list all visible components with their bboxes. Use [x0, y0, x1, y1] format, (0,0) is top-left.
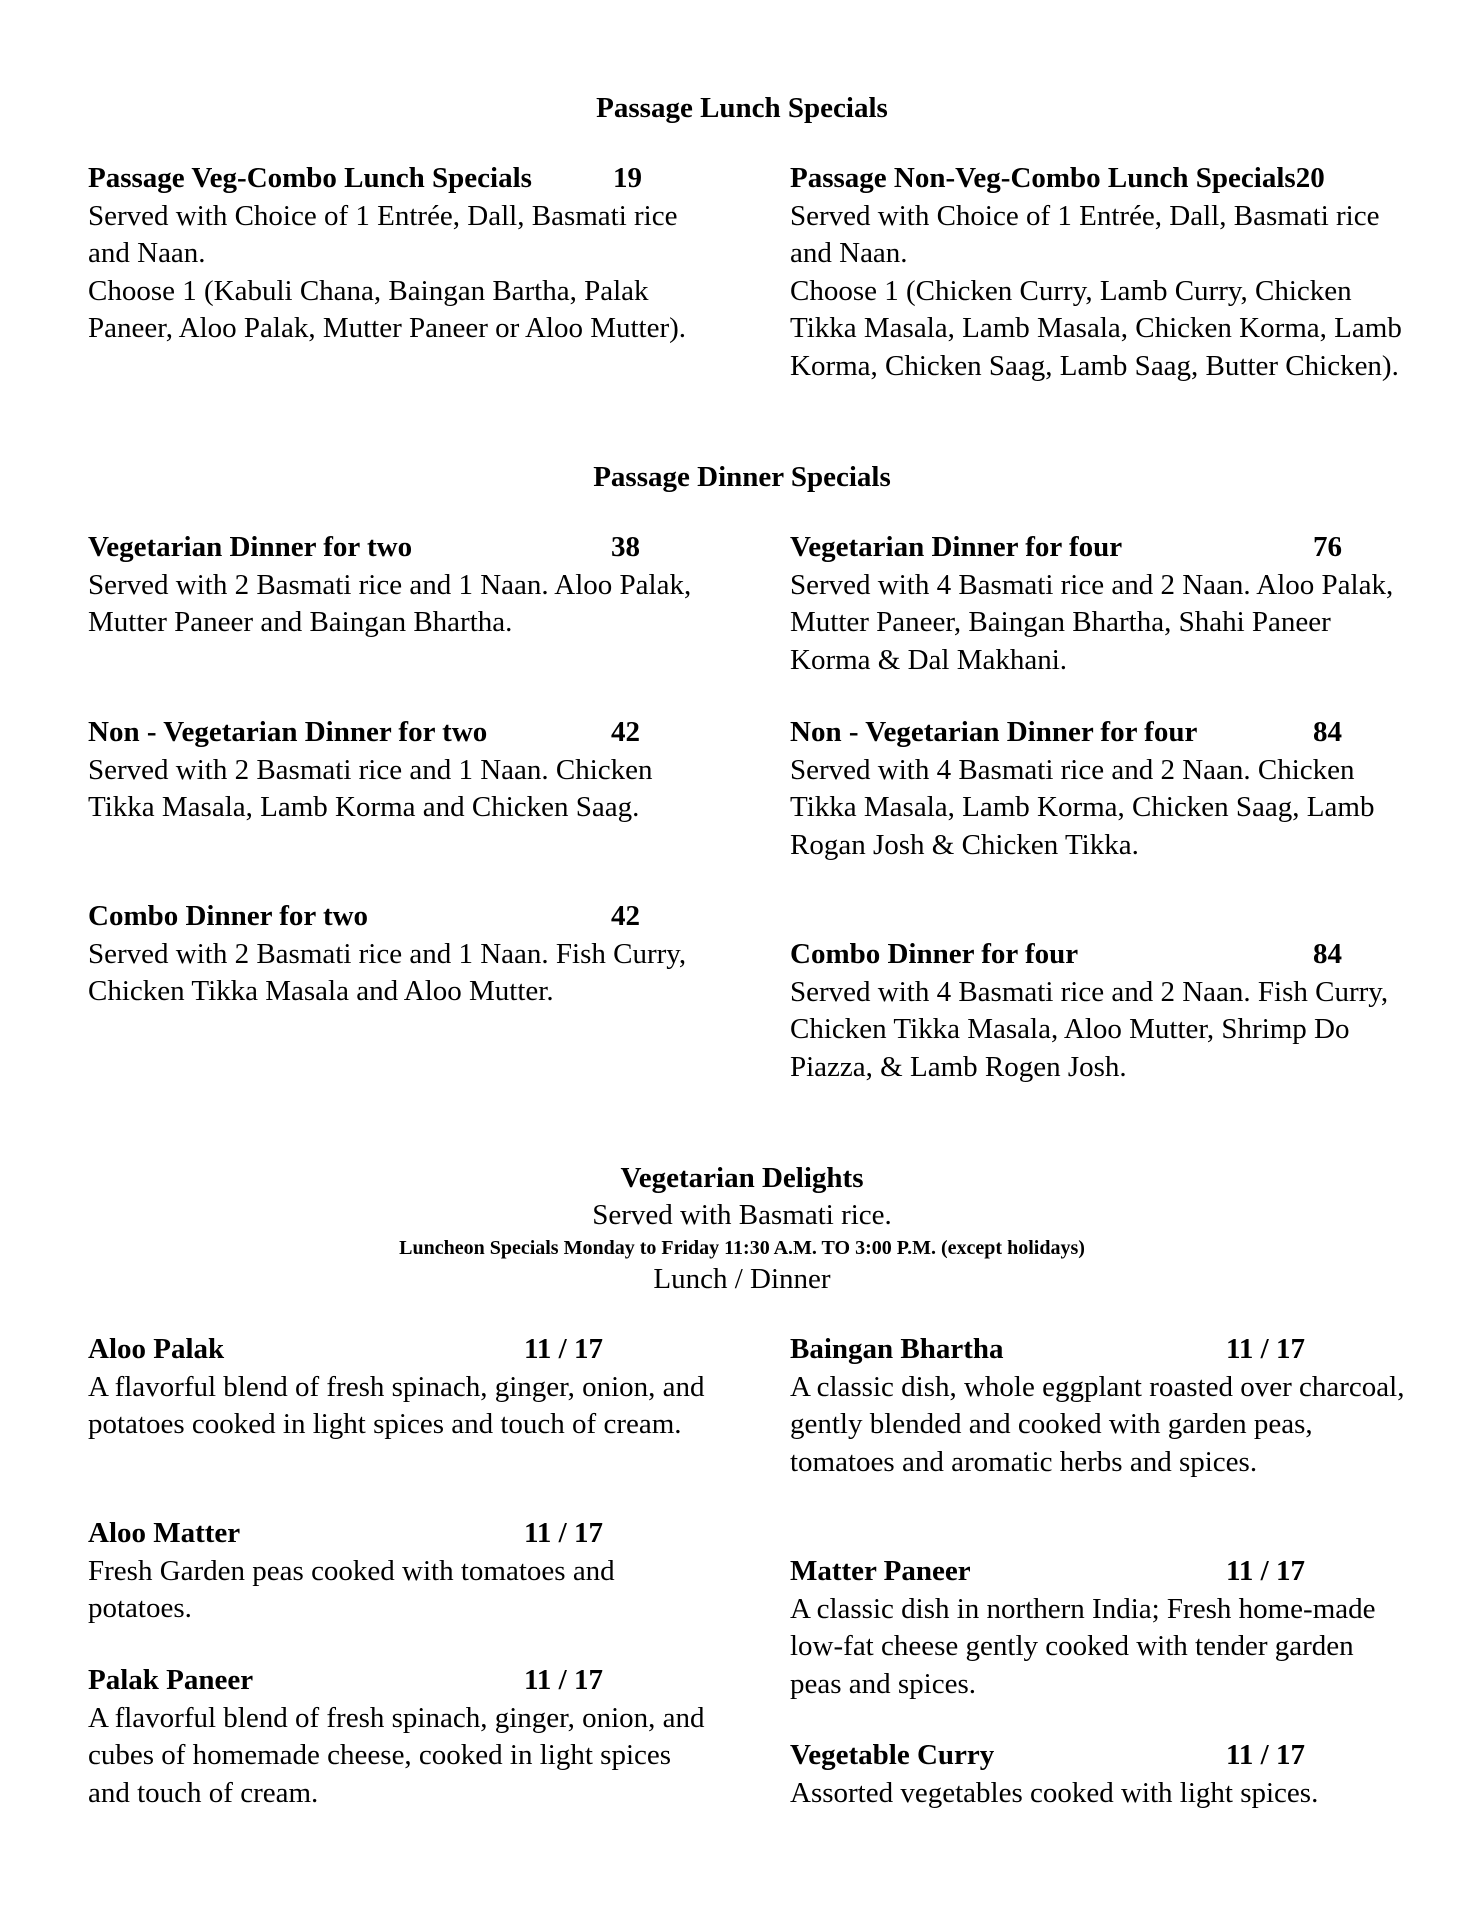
vegetable-curry-item	[790, 1737, 1410, 1812]
item-title	[88, 898, 708, 936]
item-title	[790, 1737, 1410, 1775]
item-choices: Choose 1 (Chicken Curry, Lamb Curry, Chicken Tikka Masala, Lamb Masala, Chicken Korma, Lamb Korma, Chicken Saag, Lamb Saag, Butter Chicken).	[790, 274, 1402, 382]
item-price: 42	[611, 900, 640, 932]
aloo-palak-item	[88, 1331, 708, 1444]
item-name: Aloo Palak	[88, 1333, 225, 1365]
item-name: Baingan Bhartha	[790, 1333, 1004, 1365]
item-description: A flavorful blend of fresh spinach, ginger, onion, and cubes of homemade cheese, cooked in light spices and touch of cream.	[88, 1701, 705, 1809]
item-description: Served with 2 Basmati rice and 1 Naan. Fish Curry, Chicken Tikka Masala and Aloo Mutter.	[88, 937, 687, 1007]
price-columns-label: Lunch / Dinner	[653, 1263, 831, 1295]
item-title	[88, 1515, 708, 1553]
item-title	[88, 714, 708, 752]
item-title	[790, 1331, 1410, 1369]
item-price: 11 / 17	[524, 1664, 603, 1696]
veg-delights-heading: Vegetarian Delights	[620, 1162, 864, 1194]
item-name: Passage Veg-Combo Lunch Specials	[88, 162, 532, 194]
item-price: 11 / 17	[1226, 1333, 1305, 1365]
item-title	[790, 529, 1410, 567]
nonveg-combo-lunch-item	[790, 160, 1410, 385]
item-price: 84	[1313, 938, 1342, 970]
item-name: Vegetarian Dinner for two	[88, 531, 413, 563]
nonveg-dinner-two-item	[88, 714, 708, 827]
item-description: A classic dish in northern India; Fresh home-made low-fat cheese gently cooked with tender garden peas and spices.	[790, 1592, 1376, 1700]
combo-dinner-four-item	[790, 936, 1410, 1086]
item-name: Vegetable Curry	[790, 1739, 995, 1771]
luncheon-hours-note: Luncheon Specials Monday to Friday 11:30 A.M. TO 3:00 P.M. (except holidays)	[399, 1237, 1085, 1259]
item-price: 84	[1313, 716, 1342, 748]
item-name: Matter Paneer	[790, 1555, 971, 1587]
item-description: Served with 2 Basmati rice and 1 Naan. Chicken Tikka Masala, Lamb Korma and Chicken Saag.	[88, 753, 653, 823]
item-title	[790, 936, 1410, 974]
item-description: Served with Choice of 1 Entrée, Dall, Basmati rice and Naan.	[88, 199, 678, 269]
item-price: 38	[611, 531, 640, 563]
item-description: Served with 2 Basmati rice and 1 Naan. Aloo Palak, Mutter Paneer and Baingan Bhartha.	[88, 568, 692, 638]
lunch-specials-heading: Passage Lunch Specials	[596, 92, 888, 124]
item-price: 11 / 17	[524, 1333, 603, 1365]
item-title	[790, 1553, 1410, 1591]
item-price: 11 / 17	[524, 1517, 603, 1549]
palak-paneer-item	[88, 1662, 708, 1812]
veg-dinner-four-item	[790, 529, 1410, 679]
veg-dinner-two-item	[88, 529, 708, 642]
item-name: Combo Dinner for two	[88, 900, 369, 932]
item-description: Fresh Garden peas cooked with tomatoes and potatoes.	[88, 1554, 615, 1624]
item-title	[88, 1331, 708, 1369]
item-name: Non - Vegetarian Dinner for four	[790, 716, 1198, 748]
item-title	[790, 714, 1410, 752]
item-name: Aloo Matter	[88, 1517, 241, 1549]
item-choices: Choose 1 (Kabuli Chana, Baingan Bartha, Palak Paneer, Aloo Palak, Mutter Paneer or Aloo Mutter).	[88, 274, 687, 344]
item-description: A flavorful blend of fresh spinach, ginger, onion, and potatoes cooked in light spices and touch of cream.	[88, 1370, 705, 1440]
item-title	[88, 160, 708, 198]
matter-paneer-item	[790, 1553, 1410, 1703]
item-price: 76	[1313, 531, 1342, 563]
item-price: 19	[613, 162, 642, 194]
item-description: Served with 4 Basmati rice and 2 Naan. Fish Curry, Chicken Tikka Masala, Aloo Mutter, Shrimp Do Piazza, & Lamb Rogen Josh.	[790, 975, 1389, 1083]
item-name: Palak Paneer	[88, 1664, 254, 1696]
dinner-specials-heading: Passage Dinner Specials	[593, 461, 891, 493]
nonveg-dinner-four-item	[790, 714, 1410, 864]
item-price: 20	[1295, 162, 1325, 194]
item-description: Served with 4 Basmati rice and 2 Naan. Aloo Palak, Mutter Paneer, Baingan Bhartha, Shahi Paneer Korma & Dal Makhani.	[790, 568, 1394, 676]
item-title	[88, 1662, 708, 1700]
combo-dinner-two-item	[88, 898, 708, 1011]
item-description: Assorted vegetables cooked with light spices.	[790, 1776, 1319, 1809]
item-name: Passage Non-Veg-Combo Lunch Specials	[790, 162, 1296, 194]
item-title	[790, 160, 1410, 198]
item-price: 11 / 17	[1226, 1555, 1305, 1587]
item-description: Served with Choice of 1 Entrée, Dall, Basmati rice and Naan.	[790, 199, 1380, 269]
served-with-note: Served with Basmati rice.	[592, 1199, 892, 1231]
item-name: Non - Vegetarian Dinner for two	[88, 716, 488, 748]
item-name: Combo Dinner for four	[790, 938, 1079, 970]
item-title	[88, 529, 708, 567]
item-description: Served with 4 Basmati rice and 2 Naan. Chicken Tikka Masala, Lamb Korma, Chicken Saag, Lamb Rogan Josh & Chicken Tikka.	[790, 753, 1375, 861]
item-price: 11 / 17	[1226, 1739, 1305, 1771]
item-description: A classic dish, whole eggplant roasted over charcoal, gently blended and cooked with garden peas, tomatoes and aromatic herbs and spices.	[790, 1370, 1405, 1478]
item-name: Vegetarian Dinner for four	[790, 531, 1123, 563]
aloo-matter-item	[88, 1515, 708, 1628]
baingan-bhartha-item	[790, 1331, 1410, 1481]
item-price: 42	[611, 716, 640, 748]
veg-combo-lunch-item	[88, 160, 708, 348]
